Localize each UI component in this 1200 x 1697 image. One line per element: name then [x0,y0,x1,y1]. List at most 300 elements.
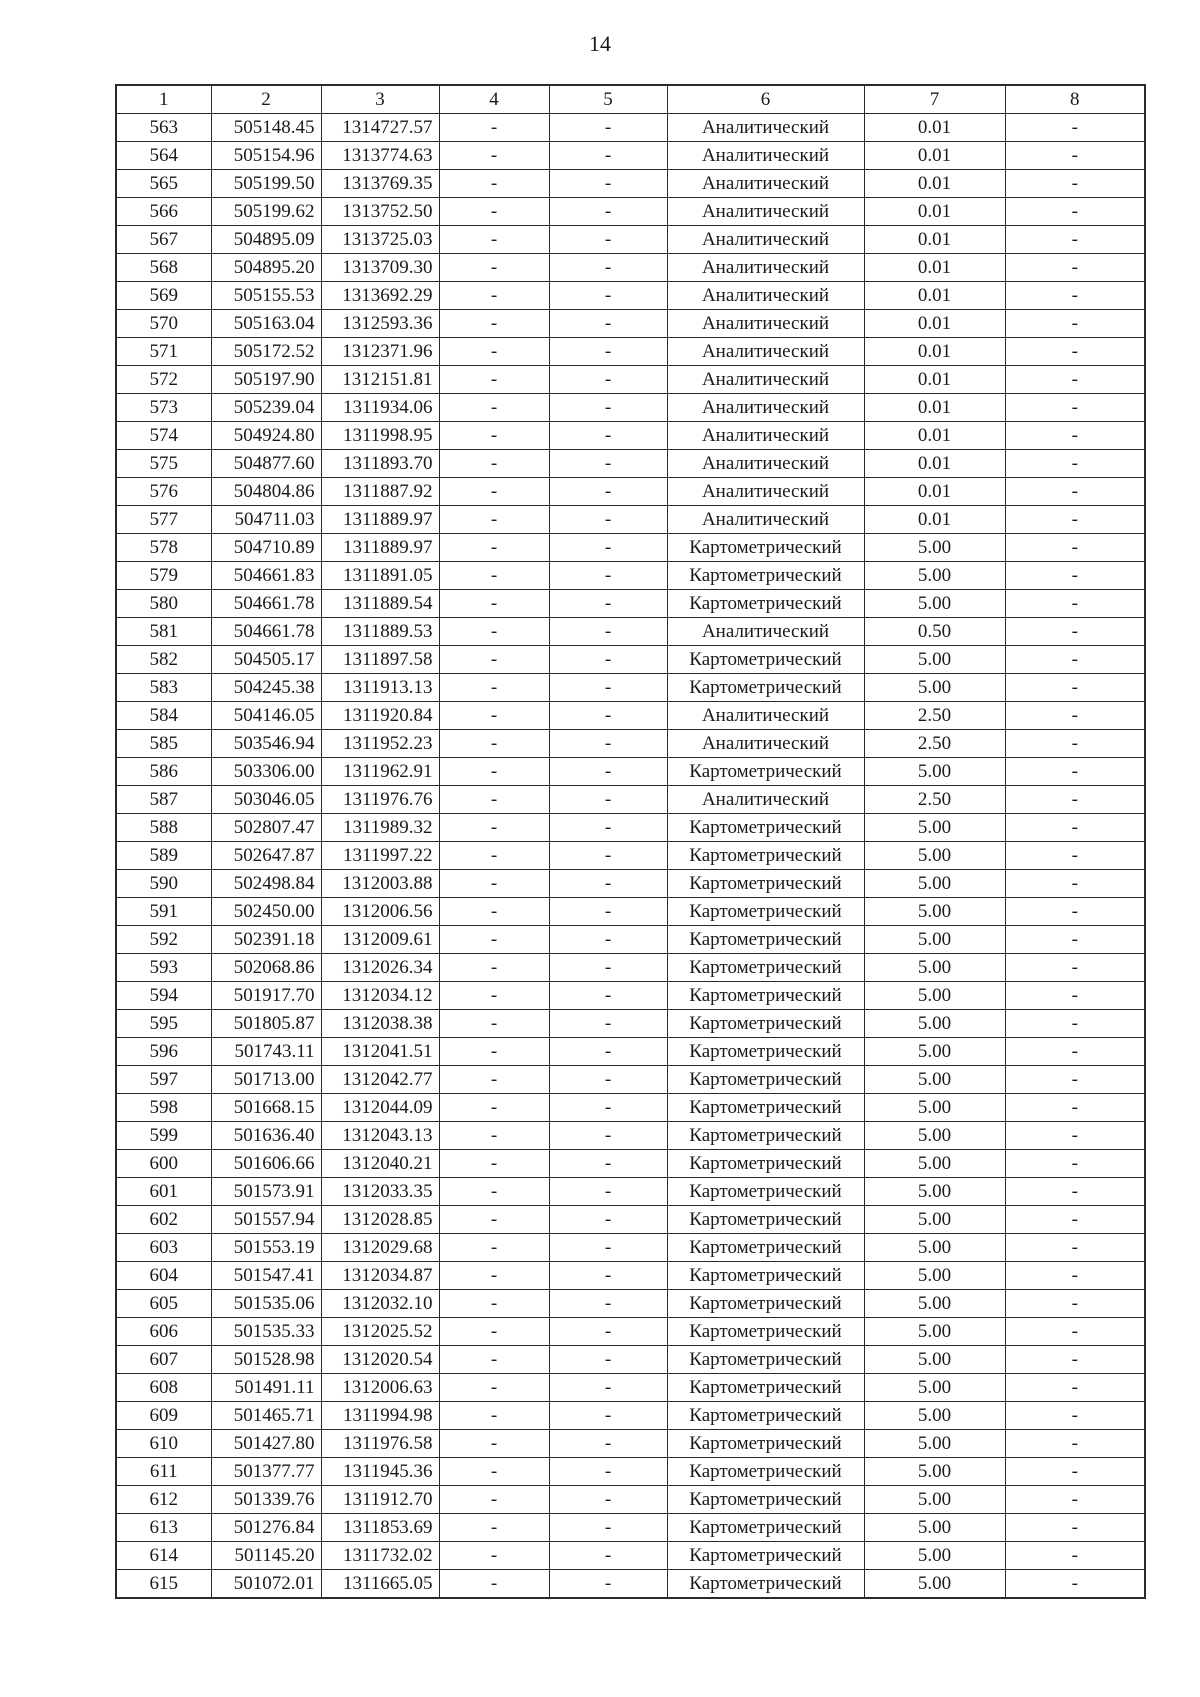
x-coordinate-cell: 504661.78 [211,618,321,646]
column-4-cell: - [439,1570,549,1599]
point-number-cell: 572 [116,366,211,394]
table-row [116,618,1145,646]
point-number-cell: 564 [116,142,211,170]
point-number-cell: 588 [116,814,211,842]
y-coordinate-cell: 1312151.81 [321,366,439,394]
column-5-cell: - [549,1570,667,1599]
y-coordinate-cell: 1311897.58 [321,646,439,674]
y-coordinate-cell: 1311665.05 [321,1570,439,1599]
column-5-cell: - [549,870,667,898]
y-coordinate-cell: 1312044.09 [321,1094,439,1122]
y-coordinate-cell: 1311889.54 [321,590,439,618]
accuracy-cell: 0.01 [864,198,1005,226]
method-cell: Картометрический [667,1206,864,1234]
point-number-cell: 612 [116,1486,211,1514]
table-row [116,982,1145,1010]
table-row [116,1402,1145,1430]
method-cell: Аналитический [667,506,864,534]
column-8-cell: - [1005,282,1145,310]
y-coordinate-cell: 1311889.97 [321,506,439,534]
method-cell: Картометрический [667,1122,864,1150]
column-8-cell: - [1005,982,1145,1010]
column-8-cell: - [1005,478,1145,506]
point-number-cell: 569 [116,282,211,310]
point-number-cell: 594 [116,982,211,1010]
column-4-cell: - [439,1430,549,1458]
column-4-cell: - [439,1486,549,1514]
y-coordinate-cell: 1311945.36 [321,1458,439,1486]
column-4-cell: - [439,702,549,730]
method-cell: Аналитический [667,114,864,142]
y-coordinate-cell: 1312028.85 [321,1206,439,1234]
x-coordinate-cell: 501465.71 [211,1402,321,1430]
accuracy-cell: 5.00 [864,1430,1005,1458]
method-cell: Аналитический [667,142,864,170]
point-number-cell: 568 [116,254,211,282]
column-4-cell: - [439,814,549,842]
accuracy-cell: 0.01 [864,506,1005,534]
accuracy-cell: 5.00 [864,1094,1005,1122]
column-4-cell: - [439,394,549,422]
method-cell: Картометрический [667,1290,864,1318]
y-coordinate-cell: 1312041.51 [321,1038,439,1066]
x-coordinate-cell: 501145.20 [211,1542,321,1570]
column-4-cell: - [439,366,549,394]
column-8-cell: - [1005,1374,1145,1402]
y-coordinate-cell: 1311889.97 [321,534,439,562]
x-coordinate-cell: 504924.80 [211,422,321,450]
method-cell: Картометрический [667,1010,864,1038]
method-cell: Картометрический [667,1038,864,1066]
column-header: 1 [116,85,211,114]
y-coordinate-cell: 1312043.13 [321,1122,439,1150]
accuracy-cell: 0.01 [864,226,1005,254]
x-coordinate-cell: 501553.19 [211,1234,321,1262]
accuracy-cell: 5.00 [864,1318,1005,1346]
method-cell: Картометрический [667,1178,864,1206]
method-cell: Аналитический [667,478,864,506]
table-row [116,198,1145,226]
x-coordinate-cell: 501535.06 [211,1290,321,1318]
column-5-cell: - [549,814,667,842]
x-coordinate-cell: 502068.86 [211,954,321,982]
column-5-cell: - [549,450,667,478]
column-8-cell: - [1005,142,1145,170]
column-4-cell: - [439,730,549,758]
table-row [116,1290,1145,1318]
point-number-cell: 604 [116,1262,211,1290]
method-cell: Картометрический [667,1346,864,1374]
accuracy-cell: 5.00 [864,1262,1005,1290]
point-number-cell: 567 [116,226,211,254]
method-cell: Аналитический [667,254,864,282]
point-number-cell: 587 [116,786,211,814]
column-8-cell: - [1005,1234,1145,1262]
y-coordinate-cell: 1311891.05 [321,562,439,590]
column-5-cell: - [549,618,667,646]
column-5-cell: - [549,1206,667,1234]
x-coordinate-cell: 504711.03 [211,506,321,534]
column-8-cell: - [1005,842,1145,870]
accuracy-cell: 5.00 [864,1346,1005,1374]
column-5-cell: - [549,898,667,926]
column-8-cell: - [1005,814,1145,842]
x-coordinate-cell: 505163.04 [211,310,321,338]
column-4-cell: - [439,254,549,282]
method-cell: Аналитический [667,170,864,198]
x-coordinate-cell: 501636.40 [211,1122,321,1150]
table-row [116,422,1145,450]
accuracy-cell: 0.01 [864,394,1005,422]
accuracy-cell: 5.00 [864,814,1005,842]
column-5-cell: - [549,1318,667,1346]
accuracy-cell: 0.01 [864,114,1005,142]
table-row [116,758,1145,786]
table-row [116,1206,1145,1234]
column-5-cell: - [549,170,667,198]
column-8-cell: - [1005,926,1145,954]
column-5-cell: - [549,730,667,758]
accuracy-cell: 5.00 [864,1514,1005,1542]
column-5-cell: - [549,198,667,226]
method-cell: Картометрический [667,674,864,702]
column-8-cell: - [1005,450,1145,478]
column-4-cell: - [439,898,549,926]
column-4-cell: - [439,1346,549,1374]
method-cell: Аналитический [667,702,864,730]
y-coordinate-cell: 1311997.22 [321,842,439,870]
column-5-cell: - [549,1010,667,1038]
column-8-cell: - [1005,338,1145,366]
column-8-cell: - [1005,646,1145,674]
column-4-cell: - [439,786,549,814]
column-8-cell: - [1005,422,1145,450]
point-number-cell: 582 [116,646,211,674]
method-cell: Аналитический [667,282,864,310]
column-5-cell: - [549,534,667,562]
method-cell: Картометрический [667,814,864,842]
point-number-cell: 577 [116,506,211,534]
point-number-cell: 574 [116,422,211,450]
method-cell: Картометрический [667,1066,864,1094]
point-number-cell: 609 [116,1402,211,1430]
column-4-cell: - [439,674,549,702]
point-number-cell: 606 [116,1318,211,1346]
point-number-cell: 583 [116,674,211,702]
column-5-cell: - [549,982,667,1010]
column-8-cell: - [1005,1038,1145,1066]
column-4-cell: - [439,926,549,954]
y-coordinate-cell: 1312003.88 [321,870,439,898]
column-5-cell: - [549,842,667,870]
column-8-cell: - [1005,870,1145,898]
point-number-cell: 613 [116,1514,211,1542]
column-8-cell: - [1005,1010,1145,1038]
y-coordinate-cell: 1312371.96 [321,338,439,366]
method-cell: Картометрический [667,1570,864,1599]
point-number-cell: 580 [116,590,211,618]
x-coordinate-cell: 504877.60 [211,450,321,478]
column-8-cell: - [1005,730,1145,758]
y-coordinate-cell: 1311976.76 [321,786,439,814]
column-8-cell: - [1005,1402,1145,1430]
accuracy-cell: 5.00 [864,1122,1005,1150]
method-cell: Аналитический [667,422,864,450]
column-8-cell: - [1005,254,1145,282]
accuracy-cell: 5.00 [864,562,1005,590]
column-4-cell: - [439,198,549,226]
method-cell: Картометрический [667,1262,864,1290]
column-8-cell: - [1005,1318,1145,1346]
y-coordinate-cell: 1312026.34 [321,954,439,982]
x-coordinate-cell: 502391.18 [211,926,321,954]
x-coordinate-cell: 501528.98 [211,1346,321,1374]
method-cell: Картометрический [667,982,864,1010]
point-number-cell: 566 [116,198,211,226]
column-8-cell: - [1005,590,1145,618]
column-4-cell: - [439,534,549,562]
x-coordinate-cell: 505148.45 [211,114,321,142]
y-coordinate-cell: 1312006.63 [321,1374,439,1402]
column-5-cell: - [549,1038,667,1066]
column-4-cell: - [439,142,549,170]
x-coordinate-cell: 502450.00 [211,898,321,926]
column-8-cell: - [1005,702,1145,730]
point-number-cell: 602 [116,1206,211,1234]
x-coordinate-cell: 501917.70 [211,982,321,1010]
column-5-cell: - [549,422,667,450]
x-coordinate-cell: 505199.50 [211,170,321,198]
y-coordinate-cell: 1312034.87 [321,1262,439,1290]
y-coordinate-cell: 1311853.69 [321,1514,439,1542]
accuracy-cell: 5.00 [864,1010,1005,1038]
column-4-cell: - [439,758,549,786]
table-row [116,1318,1145,1346]
x-coordinate-cell: 504895.09 [211,226,321,254]
point-number-cell: 611 [116,1458,211,1486]
column-5-cell: - [549,506,667,534]
point-number-cell: 591 [116,898,211,926]
column-5-cell: - [549,1374,667,1402]
table-row [116,814,1145,842]
accuracy-cell: 0.50 [864,618,1005,646]
y-coordinate-cell: 1311976.58 [321,1430,439,1458]
accuracy-cell: 5.00 [864,1178,1005,1206]
column-4-cell: - [439,562,549,590]
column-5-cell: - [549,394,667,422]
method-cell: Картометрический [667,1514,864,1542]
column-8-cell: - [1005,1346,1145,1374]
table-row [116,1514,1145,1542]
y-coordinate-cell: 1313692.29 [321,282,439,310]
column-4-cell: - [439,226,549,254]
column-4-cell: - [439,1514,549,1542]
column-4-cell: - [439,282,549,310]
method-cell: Аналитический [667,730,864,758]
column-5-cell: - [549,646,667,674]
column-header: 8 [1005,85,1145,114]
accuracy-cell: 5.00 [864,1570,1005,1599]
x-coordinate-cell: 501713.00 [211,1066,321,1094]
y-coordinate-cell: 1311952.23 [321,730,439,758]
y-coordinate-cell: 1312009.61 [321,926,439,954]
accuracy-cell: 5.00 [864,1150,1005,1178]
column-4-cell: - [439,870,549,898]
column-8-cell: - [1005,954,1145,982]
point-number-cell: 614 [116,1542,211,1570]
table-row [116,954,1145,982]
table-row [116,338,1145,366]
table-row [116,1094,1145,1122]
column-5-cell: - [549,282,667,310]
column-8-cell: - [1005,758,1145,786]
method-cell: Картометрический [667,1234,864,1262]
point-number-cell: 593 [116,954,211,982]
table-row [116,1430,1145,1458]
method-cell: Картометрический [667,646,864,674]
column-4-cell: - [439,1290,549,1318]
table-row [116,170,1145,198]
accuracy-cell: 0.01 [864,422,1005,450]
method-cell: Картометрический [667,926,864,954]
column-8-cell: - [1005,1542,1145,1570]
table-row [116,674,1145,702]
column-8-cell: - [1005,618,1145,646]
column-8-cell: - [1005,1206,1145,1234]
accuracy-cell: 0.01 [864,142,1005,170]
column-4-cell: - [439,842,549,870]
column-4-cell: - [439,170,549,198]
method-cell: Аналитический [667,310,864,338]
accuracy-cell: 5.00 [864,1458,1005,1486]
table-row [116,898,1145,926]
table-row [116,870,1145,898]
column-4-cell: - [439,618,549,646]
column-4-cell: - [439,1010,549,1038]
accuracy-cell: 5.00 [864,1486,1005,1514]
y-coordinate-cell: 1313752.50 [321,198,439,226]
accuracy-cell: 5.00 [864,898,1005,926]
column-5-cell: - [549,674,667,702]
accuracy-cell: 0.01 [864,254,1005,282]
column-4-cell: - [439,1458,549,1486]
table-row [116,1570,1145,1599]
column-5-cell: - [549,1234,667,1262]
y-coordinate-cell: 1311934.06 [321,394,439,422]
column-5-cell: - [549,226,667,254]
column-8-cell: - [1005,1150,1145,1178]
y-coordinate-cell: 1313709.30 [321,254,439,282]
y-coordinate-cell: 1312042.77 [321,1066,439,1094]
column-8-cell: - [1005,898,1145,926]
table-row [116,842,1145,870]
method-cell: Аналитический [667,450,864,478]
column-8-cell: - [1005,1430,1145,1458]
column-5-cell: - [549,1290,667,1318]
column-5-cell: - [549,1262,667,1290]
y-coordinate-cell: 1311912.70 [321,1486,439,1514]
x-coordinate-cell: 504804.86 [211,478,321,506]
y-coordinate-cell: 1311962.91 [321,758,439,786]
column-5-cell: - [549,562,667,590]
method-cell: Картометрический [667,1458,864,1486]
table-row [116,786,1145,814]
x-coordinate-cell: 501072.01 [211,1570,321,1599]
y-coordinate-cell: 1311732.02 [321,1542,439,1570]
accuracy-cell: 2.50 [864,702,1005,730]
point-number-cell: 601 [116,1178,211,1206]
method-cell: Аналитический [667,786,864,814]
table-row [116,282,1145,310]
x-coordinate-cell: 505155.53 [211,282,321,310]
accuracy-cell: 5.00 [864,758,1005,786]
x-coordinate-cell: 501535.33 [211,1318,321,1346]
table-row [116,1374,1145,1402]
method-cell: Картометрический [667,870,864,898]
y-coordinate-cell: 1312040.21 [321,1150,439,1178]
column-8-cell: - [1005,562,1145,590]
column-header: 4 [439,85,549,114]
column-5-cell: - [549,1402,667,1430]
x-coordinate-cell: 501573.91 [211,1178,321,1206]
column-8-cell: - [1005,366,1145,394]
table-row [116,1010,1145,1038]
x-coordinate-cell: 501606.66 [211,1150,321,1178]
x-coordinate-cell: 504505.17 [211,646,321,674]
x-coordinate-cell: 501491.11 [211,1374,321,1402]
column-5-cell: - [549,366,667,394]
point-number-cell: 576 [116,478,211,506]
point-number-cell: 570 [116,310,211,338]
column-4-cell: - [439,1178,549,1206]
column-5-cell: - [549,1150,667,1178]
method-cell: Картометрический [667,1150,864,1178]
x-coordinate-cell: 503546.94 [211,730,321,758]
column-8-cell: - [1005,310,1145,338]
table-row [116,1122,1145,1150]
y-coordinate-cell: 1312006.56 [321,898,439,926]
accuracy-cell: 5.00 [864,646,1005,674]
point-number-cell: 596 [116,1038,211,1066]
table-row [116,702,1145,730]
coordinates-table [115,84,1146,1599]
y-coordinate-cell: 1312020.54 [321,1346,439,1374]
point-number-cell: 563 [116,114,211,142]
point-number-cell: 586 [116,758,211,786]
accuracy-cell: 5.00 [864,534,1005,562]
table-row [116,926,1145,954]
method-cell: Картометрический [667,1318,864,1346]
x-coordinate-cell: 501339.76 [211,1486,321,1514]
point-number-cell: 595 [116,1010,211,1038]
method-cell: Картометрический [667,590,864,618]
column-4-cell: - [439,590,549,618]
point-number-cell: 598 [116,1094,211,1122]
y-coordinate-cell: 1312025.52 [321,1318,439,1346]
y-coordinate-cell: 1311994.98 [321,1402,439,1430]
accuracy-cell: 5.00 [864,982,1005,1010]
point-number-cell: 599 [116,1122,211,1150]
column-8-cell: - [1005,1514,1145,1542]
table-row [116,394,1145,422]
column-8-cell: - [1005,1066,1145,1094]
column-5-cell: - [549,142,667,170]
column-5-cell: - [549,478,667,506]
column-5-cell: - [549,590,667,618]
accuracy-cell: 0.01 [864,282,1005,310]
x-coordinate-cell: 505154.96 [211,142,321,170]
column-4-cell: - [439,1542,549,1570]
